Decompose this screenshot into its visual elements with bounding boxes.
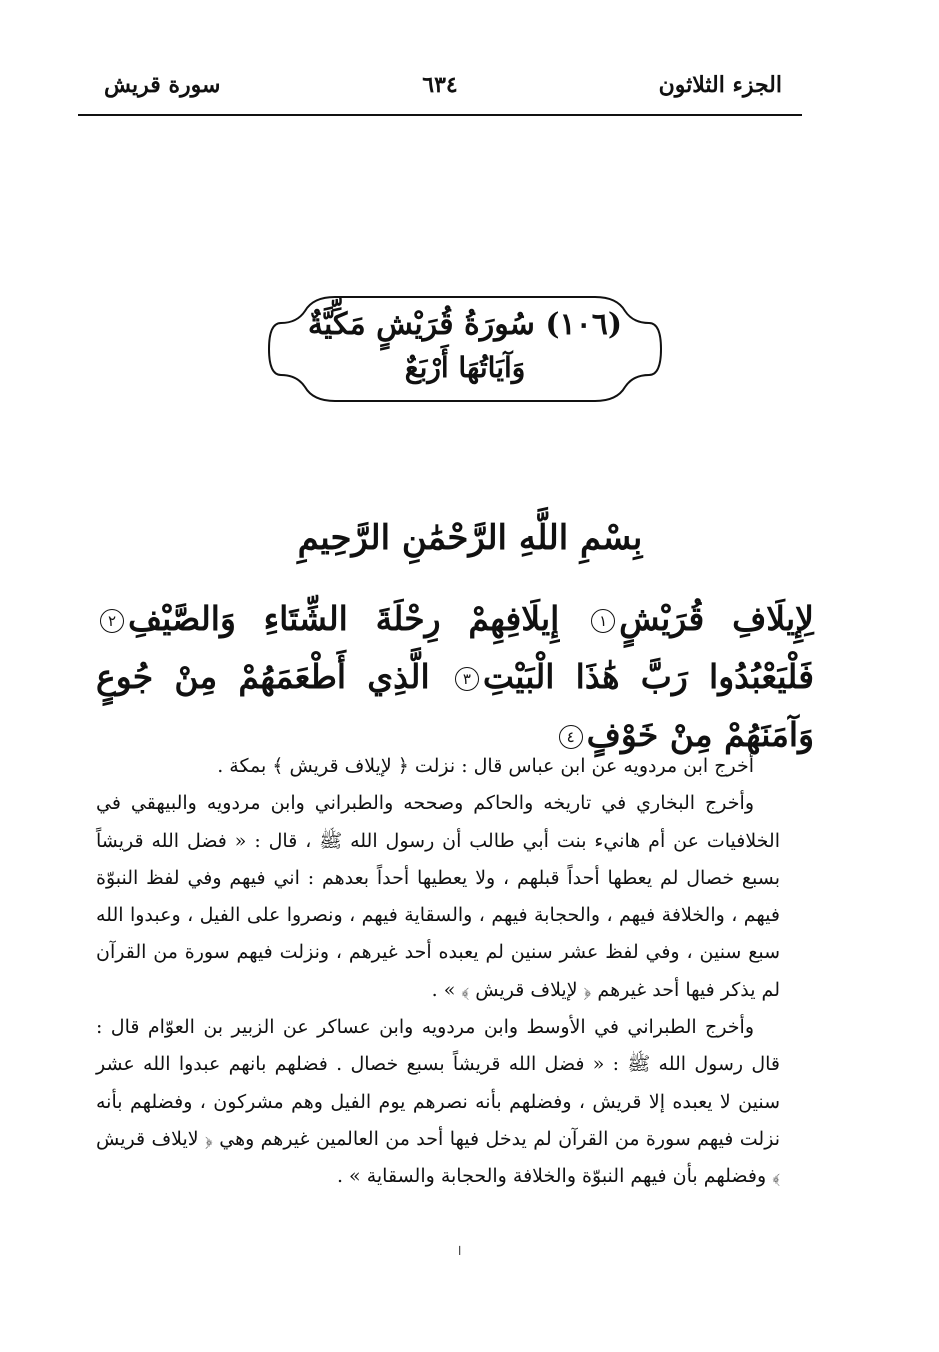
verse-4: الَّذِي أَطْعَمَهُمْ مِنْ جُوعٍ وَآمَنَهُمْ مِنْ خَوْفٍ٤ — [96, 657, 814, 754]
header-rule — [78, 114, 802, 116]
commentary-text — [96, 748, 780, 1196]
verse-number-marker: ٢ — [100, 609, 124, 633]
running-header — [78, 64, 802, 114]
verse-2: إِيلَافِهِمْ رِحْلَةَ الشِّتَاءِ وَالصَّيْفِ٢ — [96, 599, 559, 638]
verse-count: وَآيَاتُهَا أَرْبَعٌ — [404, 351, 526, 384]
verse-1: لِإِيلَافِ قُرَيْشٍ١ — [587, 599, 814, 638]
surah-title: (١٠٦) سُورَةُ قُرَيْشٍ مَكِّيَّةٌ — [307, 307, 623, 342]
juz-label: الجزء الثلاثون — [658, 72, 782, 98]
verse-number-marker: ٣ — [455, 667, 479, 691]
commentary-paragraph: أخرج ابن مردويه عن ابن عباس قال : نزلت ﴿ لإيلاف قريش ﴾ بمكة . — [217, 755, 754, 777]
verse-3: فَلْيَعْبُدُوا رَبَّ هَٰذَا الْبَيْتِ٣ — [451, 657, 814, 696]
page-number: ٦٣٤ — [422, 72, 458, 98]
footer-mark: ا — [458, 1244, 462, 1258]
commentary-paragraph: وأخرج البخاري في تاريخه والحاكم وصححه والطبراني وابن مردويه والبيهقي في الخلافيات عن أم هانيء بنت أبي طالب أن رسول الله ﷺ ، قال : « فضل الله قريشاً بسبع خصال لم يعطها أحداً قبلهم ، ولا يعطيها أحداً بعدهم : اني فيهم وفي لفظ النبوّة فيهم ، والخلافة فيهم ، والحجابة فيهم ، والسقاية فيهم ، ونصروا على الفيل ، وعبدوا الله سبع سنين ، وفي لفظ عشر سنين لم يعبده أحد غيرهم ، ونزلت فيهم سورة من القرآن لم يذكر فيها أحد غيرهم ﴿ لإيلاف قريش ﴾ » . — [96, 792, 780, 1001]
quran-verses — [96, 590, 814, 764]
verse-number-marker: ١ — [591, 609, 615, 633]
surah-name-label: سورة قريش — [104, 72, 221, 98]
commentary-paragraph: وأخرج الطبراني في الأوسط وابن مردويه وابن عساكر عن الزبير بن العوّام قال : قال رسول الله ﷺ : « فضل الله قريشاً بسبع خصال . فضلهم بانهم عبدوا الله عشر سنين لا يعبده إلا قريش ، وفضلهم بأنه نصرهم يوم الفيل وهم مشركون ، وفضلهم بأنه نزلت فيهم سورة من القرآن لم يدخل فيها أحد من العالمين غيرهم وهي ﴿ لايلاف قريش ﴾ وفضلهم بأن فيهم النبوّة والخلافة والحجابة والسقاية » . — [96, 1016, 780, 1188]
surah-title-cartouche — [265, 293, 665, 405]
verse-number-marker: ٤ — [559, 725, 583, 749]
basmala: بِسْمِ اللَّهِ الرَّحْمَٰنِ الرَّحِيمِ — [297, 518, 643, 558]
